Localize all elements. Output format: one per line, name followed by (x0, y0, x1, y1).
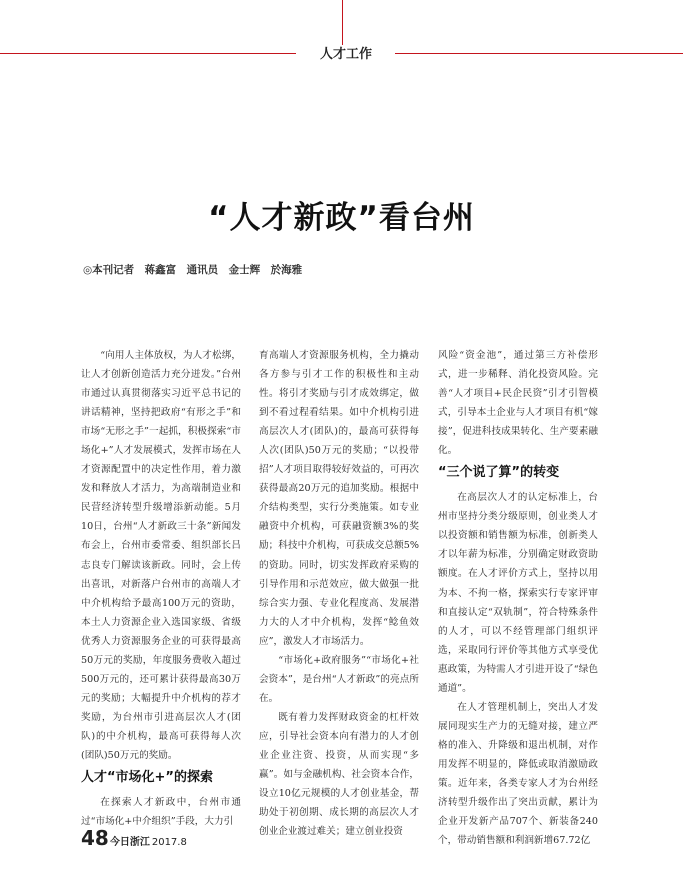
section-heading: “三个说了算”的转变 (438, 465, 560, 481)
body-paragraph: 在人才管理机制上，突出人才发展同现实生产力的无缝对接，建立严格的准入、升降级和退出机制，对作用发挥不明显的，降低或取消激励政策。近年来，各类专家人才为台州经济转型升级作出了突出贡献，累计为企业开发新产品707个、新装备240个，带动销售额和利润新增67.72亿 (438, 701, 598, 847)
section-label: 人才工作 (319, 47, 372, 62)
body-paragraph: 既有着力发挥财政资金的杠杆效应，引导社会资本向有潜力的人才创业企业注资、投资，从而实现“多赢”。如与金融机构、社会资本合作，设立10亿元规模的人才创业基金，帮助处于初创期、成长期的高层次人才创业企业渡过难关；建立创业投资 (259, 711, 419, 838)
issue-date: 2017.8 (151, 837, 187, 848)
body-paragraph: 风险“资金池”，通过第三方补偿形式，进一步稀释、消化投资风险。完善“人才项目+民企民资”引才引智模式，引导本土企业与人才项目有机“嫁接”，促进科技成果转化、生产要素融化。 (438, 350, 598, 457)
header-rule-left (0, 53, 296, 54)
section-heading: 人才“市场化+”的探索 (81, 770, 213, 786)
body-paragraph: 育高端人才资源服务机构，全力撬动各方参与引才工作的积极性和主动性。将引才奖励与引才成效绑定，做到不看过程看结果。如中介机构引进高层次人才(团队)的，最高可获得每人次(团队)50万元的奖励；“以投带招”人才项目取得较好效益的，可再次获得最高20万元的追加奖励。根据中介结构类型，实行分类施策。如专业融资中介机构，可获融资额3%的奖励；科技中介机构，可获成交总额5%的资助。同时，切实发挥政府采购的引导作用和示范效应，做大做强一批综合实力强、专业化程度高、发展潜力大的人才中介机构，发挥“鲶鱼效应”，激发人才市场活力。 (259, 350, 419, 647)
body-paragraph: “市场化+政府服务”“市场化+社会资本”，是台州“人才新政”的亮点所在。 (259, 654, 419, 704)
page-footer (81, 826, 187, 850)
byline: ◎本刊记者 蒋鑫富 通讯员 金士辉 於海雅 (83, 264, 303, 276)
header-rule-vertical (342, 0, 343, 45)
header-rule-right (395, 53, 683, 54)
body-paragraph: 在高层次人才的认定标准上，台州市坚持分类分级原则，创业类人才以投资额和销售额为标准，创新类人才以年薪为标准，分别确定财政资助额度。在人才评价方式上，坚持以用为本、不拘一格，探索实行专家评审和直接认定“双轨制”，符合特殊条件的人才，可以不经管理部门组织评选，采取同行评价等其他方式享受优惠政策，为特需人才引进开设了“绿色通道”。 (438, 492, 598, 694)
column-2 (259, 346, 419, 841)
column-3 (438, 346, 598, 850)
column-1 (81, 346, 241, 831)
body-paragraph: “向用人主体放权，为人才松绑，让人才创新创造活力充分迸发。”台州市通过认真贯彻落实习近平总书记的讲话精神，坚持把政府“有形之手”和市场“无形之手”一起抓，积极探索“市场化+”人才发展模式，发挥市场在人才资源配置中的决定性作用，着力激发和释放人才活力，为高端制造业和民营经济转型升级增添新动能。5月10日，台州“人才新政三十条”新闻发布会上，台州市委常委、组织部长吕志良专门解读该新政。同时，会上传出喜讯，对新落户台州市的高端人才中介机构给予最高100万元的资助，本土人力资源企业入选国家级、省级优秀人力资源服务企业的可获得最高50万元的奖励，年度服务费收入超过500万元的，还可累计获得最高30万元的奖励；大幅提升中介机构的荐才奖励，为台州市引进高层次人才(团队)的中介机构，最高可获得每人次(团队)50万元的奖励。 (81, 350, 241, 761)
body-paragraph: 在探索人才新政中，台州市通过“市场化+中介组织”手段，大力引 (81, 797, 241, 828)
page-number: 48 (81, 826, 109, 850)
article-title: “人才新政”看台州 (208, 200, 475, 236)
magazine-logo: 今日浙江 (109, 837, 150, 848)
